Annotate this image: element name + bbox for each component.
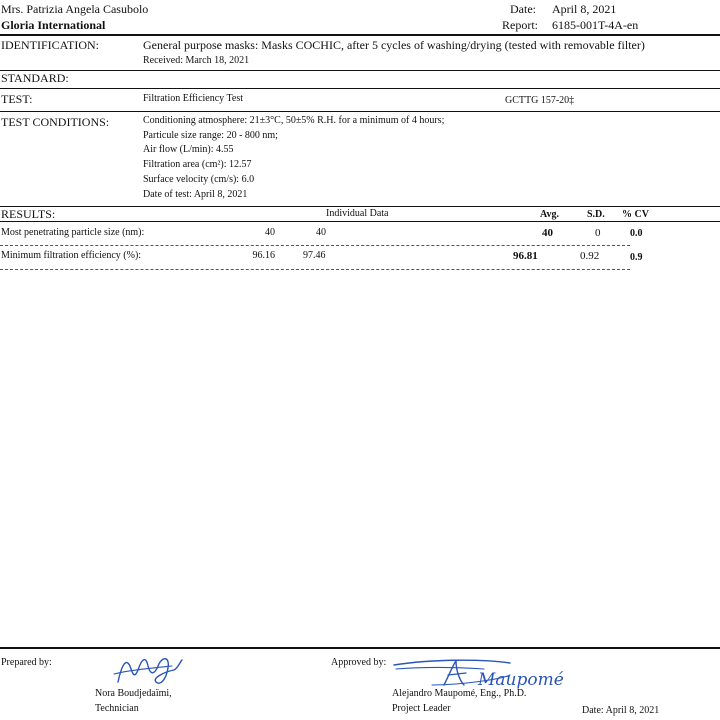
test-conditions-label: TEST CONDITIONS:: [1, 115, 110, 129]
row-divider: [0, 269, 630, 270]
preparer-title: Technician: [95, 703, 139, 714]
result-avg: 96.81: [513, 250, 538, 262]
identification-divider: [0, 70, 720, 71]
result-row-label: Most penetrating particle size (nm):: [1, 227, 145, 238]
result-value: 96.16: [252, 250, 275, 261]
condition-line: Filtration area (cm²): 12.57: [143, 159, 252, 170]
results-header-divider: [0, 221, 720, 222]
company-name: Gloria International: [1, 18, 106, 32]
condition-line: Air flow (L/min): 4.55: [143, 144, 234, 155]
identification-label: IDENTIFICATION:: [1, 38, 99, 52]
individual-data-header: Individual Data: [326, 208, 389, 219]
standard-divider: [0, 88, 720, 89]
received-date: Received: March 18, 2021: [143, 55, 250, 66]
approved-by-label: Approved by:: [331, 657, 387, 668]
result-cv: 0.0: [630, 228, 643, 239]
conditions-divider: [0, 206, 720, 207]
result-value: 40: [265, 227, 275, 238]
result-cv: 0.9: [630, 252, 643, 263]
prepared-by-label: Prepared by:: [1, 657, 52, 668]
header-divider: [0, 34, 720, 36]
result-sd: 0.92: [580, 250, 600, 262]
test-name: Filtration Efficiency Test: [143, 93, 244, 104]
report-label: Report:: [502, 18, 538, 32]
test-divider: [0, 111, 720, 112]
row-divider: [0, 245, 630, 246]
report-value: 6185-001T-4A-en: [552, 18, 639, 32]
signature-text: Maupomé: [478, 670, 564, 690]
test-standard-code: GCTTG 157-20‡: [505, 95, 575, 106]
condition-line: Date of test: April 8, 2021: [143, 189, 248, 200]
standard-label: STANDARD:: [1, 71, 69, 85]
identification-description: General purpose masks: Masks COCHIC, after 5 cycles of washing/drying (tested with removable filter): [143, 38, 645, 52]
condition-line: Conditioning atmosphere: 21±3°C, 50±5% R.H. for a minimum of 4 hours;: [143, 115, 445, 126]
result-avg: 40: [542, 227, 553, 239]
footer-divider: [0, 647, 720, 649]
date-label: Date:: [510, 2, 536, 16]
condition-line: Surface velocity (cm/s): 6.0: [143, 174, 255, 185]
client-name: Mrs. Patrizia Angela Casubolo: [1, 2, 149, 16]
approver-name: Alejandro Maupomé, Eng., Ph.D.: [392, 688, 527, 699]
date-value: April 8, 2021: [552, 2, 617, 16]
result-value: 97.46: [303, 250, 326, 261]
result-value: 40: [316, 227, 326, 238]
preparer-name: Nora Boudjedaïmi,: [95, 688, 172, 699]
test-label: TEST:: [1, 92, 33, 106]
cv-header: % CV: [622, 209, 649, 220]
results-label: RESULTS:: [1, 207, 56, 221]
approver-title: Project Leader: [392, 703, 451, 714]
condition-line: Particule size range: 20 - 800 nm;: [143, 130, 278, 141]
result-sd: 0: [595, 227, 601, 239]
avg-header: Avg.: [540, 209, 559, 220]
sd-header: S.D.: [587, 209, 605, 220]
result-row-label: Minimum filtration efficiency (%):: [1, 250, 142, 261]
preparer-signature: [112, 652, 192, 692]
footer-date: Date: April 8, 2021: [582, 705, 660, 716]
